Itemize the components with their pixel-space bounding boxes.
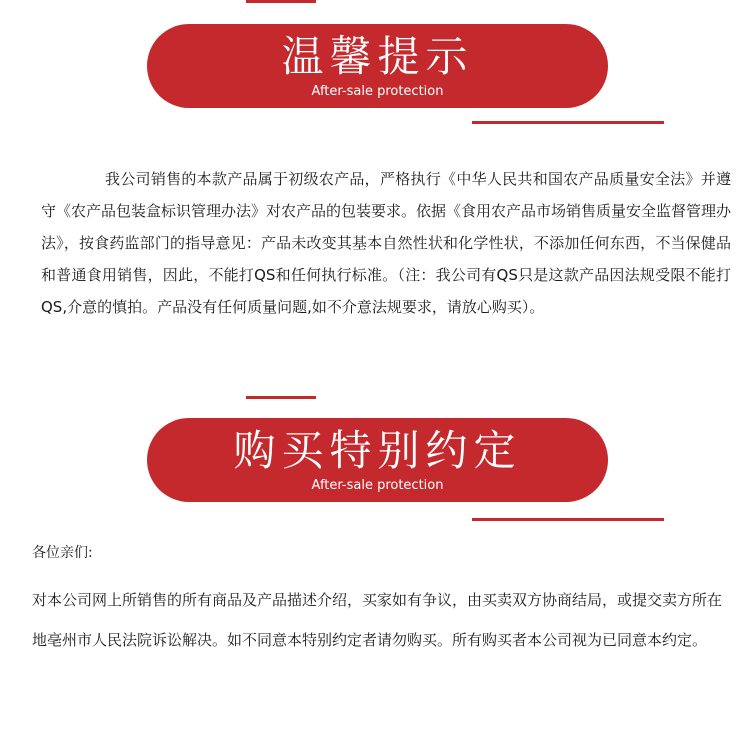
agreement-greeting: 各位亲们: — [32, 545, 93, 561]
banner2-bottom-line — [472, 518, 664, 521]
agreement-banner — [147, 418, 608, 502]
agreement-body: 对本公司网上所销售的所有商品及产品描述介绍，买家如有争议，由买卖双方协商结局，或提交卖方所在地亳州市人民法院诉讼解决。如不同意本特别约定者请勿购买。所有购买者本公司视为已同意本约定。 — [32, 591, 723, 649]
agreement-title: 购买特别约定 — [233, 426, 522, 475]
banner2-top-line — [246, 396, 316, 399]
notice-banner — [147, 24, 608, 108]
notice-title: 温馨提示 — [281, 32, 474, 81]
notice-subtitle: After-sale protection — [311, 84, 444, 99]
notice-body: 我公司销售的本款产品属于初级农产品，严格执行《中华人民共和国农产品质量安全法》并遵守《农产品包装盒标识管理办法》对农产品的包装要求。依据《食用农产品市场销售质量安全监督管理办法》，按食药监部门的指导意见：产品未改变其基本自然性状和化学性状，不添加任何东西，不当保健品和普通食用销售，因此，不能打QS和任何执行标准。（注：我公司有QS只是这款产品因法规受限不能打QS,介意的慎拍。产品没有任何质量问题,如不介意法规要求，请放心购买）。 — [41, 170, 732, 316]
agreement-subtitle: After-sale protection — [311, 478, 444, 493]
banner-top-line — [246, 0, 316, 3]
banner-bottom-line — [472, 121, 664, 124]
